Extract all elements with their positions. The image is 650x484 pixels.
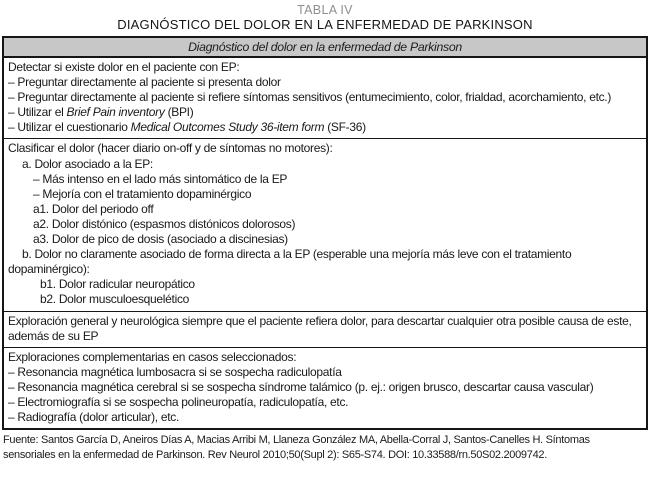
text-segment: a1. Dolor del periodo off bbox=[33, 201, 154, 216]
table-body bbox=[4, 58, 646, 428]
citation-line: sensoriales en la enfermedad de Parkinson. Rev Neurol 2010;50(Supl 2): S65-S74. DOI: 10.33588/rn.50S02.2009742. bbox=[3, 448, 547, 461]
table-section bbox=[4, 58, 646, 138]
text-segment: a2. Dolor distónico (espasmos distónicos dolorosos) bbox=[33, 216, 296, 231]
text-line bbox=[8, 141, 641, 156]
text-line bbox=[8, 187, 641, 202]
text-segment: a. Dolor asociado a la EP: bbox=[22, 156, 153, 171]
text-line bbox=[8, 172, 641, 187]
text-line bbox=[8, 90, 641, 105]
text-line bbox=[8, 380, 641, 395]
table-header: Diagnóstico del dolor en la enfermedad de Parkinson bbox=[4, 38, 646, 58]
text-line bbox=[8, 365, 641, 380]
text-segment: – Resonancia magnética cerebral si se sospecha síndrome talámico (p. ej.: origen brusco, descartar causa vascular) bbox=[8, 379, 594, 394]
text-segment: Exploración general y neurológica siempre que el paciente refiera dolor, para descartar cualquier otra posible causa de este, además de su EP bbox=[8, 313, 632, 343]
text-segment: (SF-36) bbox=[324, 120, 366, 135]
text-line bbox=[8, 314, 641, 344]
table-section bbox=[4, 138, 646, 310]
text-line bbox=[8, 105, 641, 120]
text-line bbox=[8, 217, 641, 232]
text-segment: b1. Dolor radicular neuropático bbox=[40, 277, 195, 292]
text-line bbox=[8, 202, 641, 217]
table-number-label: TABLA IV bbox=[297, 3, 353, 17]
text-segment: – Mejoría con el tratamiento dopaminérgico bbox=[33, 186, 252, 201]
text-line bbox=[8, 60, 641, 75]
text-segment: – Utilizar el bbox=[8, 105, 67, 120]
text-line bbox=[8, 232, 641, 247]
text-segment: – Más intenso en el lado más sintomático de la EP bbox=[33, 171, 288, 186]
text-segment: Exploraciones complementarias en casos seleccionados: bbox=[8, 349, 297, 364]
table-section bbox=[4, 311, 646, 347]
text-line bbox=[8, 395, 641, 410]
title-block bbox=[0, 3, 650, 32]
text-line bbox=[8, 277, 641, 292]
text-segment: Detectar si existe dolor en el paciente con EP: bbox=[8, 60, 240, 74]
citation-line: Fuente: Santos García D, Aneiros Días A, Macias Arribi M, Llaneza González MA, Abella-Corral J, Santos-Canelles H. Síntomas bbox=[3, 434, 590, 447]
text-line bbox=[8, 247, 641, 277]
text-line bbox=[8, 120, 641, 135]
text-segment: – Utilizar el cuestionario bbox=[8, 120, 131, 135]
text-segment: (BPI) bbox=[164, 105, 194, 120]
text-segment: – Electromiografía si se sospecha polineuropatía, radiculopatía, etc. bbox=[8, 394, 349, 409]
text-segment: – Radiografía (dolor articular), etc. bbox=[8, 410, 179, 425]
text-segment: a3. Dolor de pico de dosis (asociado a discinesias) bbox=[33, 232, 288, 247]
text-line bbox=[8, 350, 641, 365]
text-line bbox=[8, 75, 641, 90]
text-segment: b. Dolor no claramente asociado de forma directa a la EP (esperable una mejoría más leve con el tratamiento dopaminérgico): bbox=[8, 247, 572, 277]
document-title: DIAGNÓSTICO DEL DOLOR EN LA ENFERMEDAD DE PARKINSON bbox=[117, 17, 533, 32]
diagnosis-table bbox=[2, 36, 648, 430]
text-segment: b2. Dolor musculoesquelético bbox=[40, 292, 190, 307]
text-line bbox=[8, 157, 641, 172]
text-segment: Brief Pain inventory bbox=[66, 105, 165, 120]
text-segment: – Preguntar directamente al paciente si presenta dolor bbox=[8, 75, 281, 90]
text-segment: Clasificar el dolor (hacer diario on-off y de síntomas no motores): bbox=[8, 141, 333, 156]
text-segment: – Preguntar directamente al paciente si refiere síntomas sensitivos (entumecimiento, color, frialdad, acorchamiento, etc.) bbox=[8, 90, 612, 105]
text-line bbox=[8, 292, 641, 307]
source-citation bbox=[3, 433, 647, 462]
text-segment: – Resonancia magnética lumbosacra si se sospecha radiculopatía bbox=[8, 364, 342, 379]
text-segment: Medical Outcomes Study 36-item form bbox=[130, 120, 325, 135]
table-section bbox=[4, 347, 646, 428]
text-line bbox=[8, 410, 641, 425]
